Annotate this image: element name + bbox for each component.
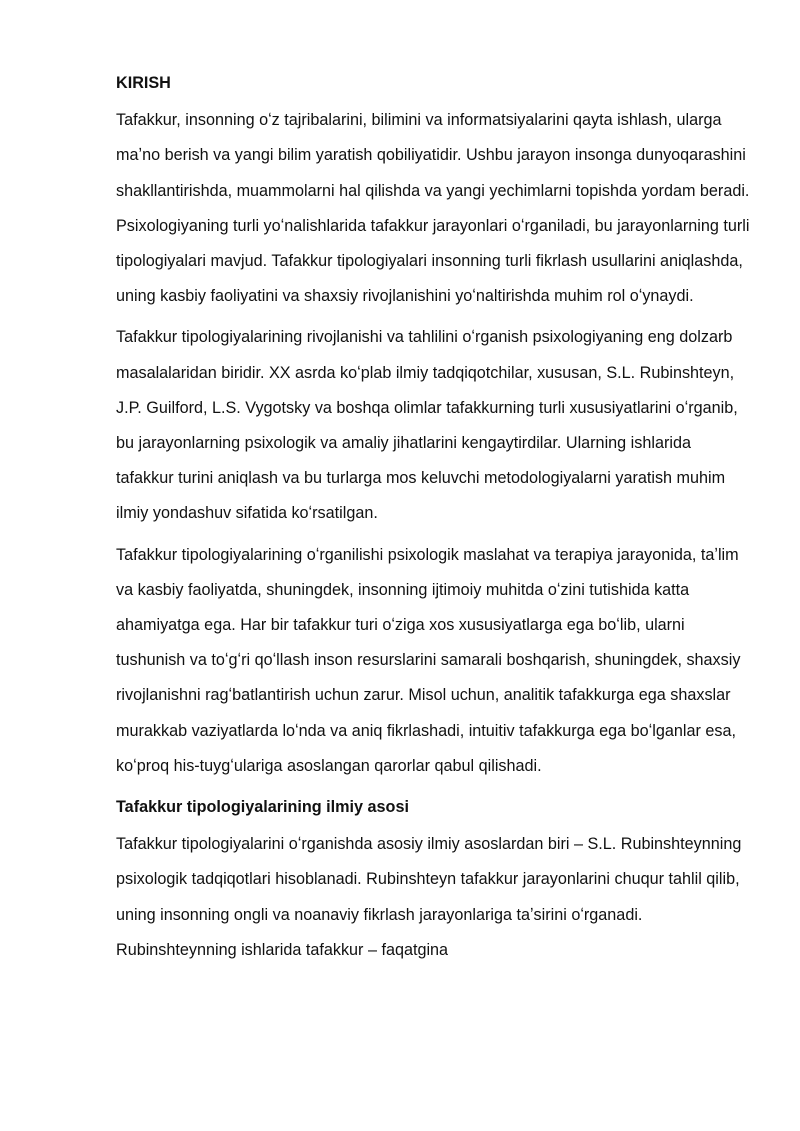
document-body (116, 66, 752, 974)
section-heading-scientific-basis: Tafakkur tipologiyalarining ilmiy asosi (116, 798, 409, 817)
paragraph-intro-1: Tafakkur, insonning oʻz tajribalarini, bilimini va informatsiyalarini qayta ishlash, ularga maʼno berish va yangi bilim yaratish qobiliyatidir. Ushbu jarayon insonga dunyoqarashini shakllantirishda, muammolarni hal qilishda va yangi yechimlarni topishda yordam beradi. Psixologiyaning turli yoʻnalishlarida tafakkur jarayonlari oʻrganiladi, bu jarayonlarning turli tipologiyalari mavjud. Tafakkur tipologiyalari insonning turli fikrlash usullarini aniqlashda, uning kasbiy faoliyatini va shaxsiy rivojlanishini yoʻnaltirishda muhim rol oʻynaydi. (116, 111, 750, 306)
paragraph-section-1: Tafakkur tipologiyalarini oʻrganishda asosiy ilmiy asoslardan biri – S.L. Rubinshteynning psixologik tadqiqotlari hisoblanadi. Rubinshteyn tafakkur jarayonlarini chuqur tahlil qilib, uning insonning ongli va noanaviy fikrlash jarayonlariga taʼsirini oʻrganadi. Rubinshteynning ishlarida tafakkur – faqatgina (116, 835, 742, 959)
section-heading-kirish: KIRISH (116, 74, 171, 92)
paragraph-intro-2: Tafakkur tipologiyalarining rivojlanishi va tahlilini oʻrganish psixologiyaning eng dolzarb masalalaridan biridir. XX asrda koʻplab ilmiy tadqiqotchilar, xususan, S.L. Rubinshteyn, J.P. Guilford, L.S. Vygotsky va boshqa olimlar tafakkurning turli xususiyatlarini oʻrganib, bu jarayonlarning psixologik va amaliy jihatlarini kengaytirdilar. Ularning ishlarida tafakkur turini aniqlash va bu turlarga mos keluvchi metodologiyalarni yaratish muhim ilmiy yondashuv sifatida koʻrsatilgan. (116, 328, 738, 523)
paragraph-intro-3: Tafakkur tipologiyalarining oʻrganilishi psixologik maslahat va terapiya jarayonida, taʼlim va kasbiy faoliyatda, shuningdek, insonning ijtimoiy muhitda oʻzini tutishida katta ahamiyatga ega. Har bir tafakkur turi oʻziga xos xususiyatlarga ega boʻlib, ularni tushunish va toʻgʻri qoʻllash inson resurslarini samarali boshqarish, shuningdek, shaxsiy rivojlanishni ragʻbatlantirish uchun zarur. Misol uchun, analitik tafakkurga ega shaxslar murakkab vaziyatlarda loʻnda va aniq fikrlashadi, intuitiv tafakkurga ega boʻlganlar esa, koʻproq his-tuygʻulariga asoslangan qarorlar qabul qilishadi. (116, 545, 741, 775)
